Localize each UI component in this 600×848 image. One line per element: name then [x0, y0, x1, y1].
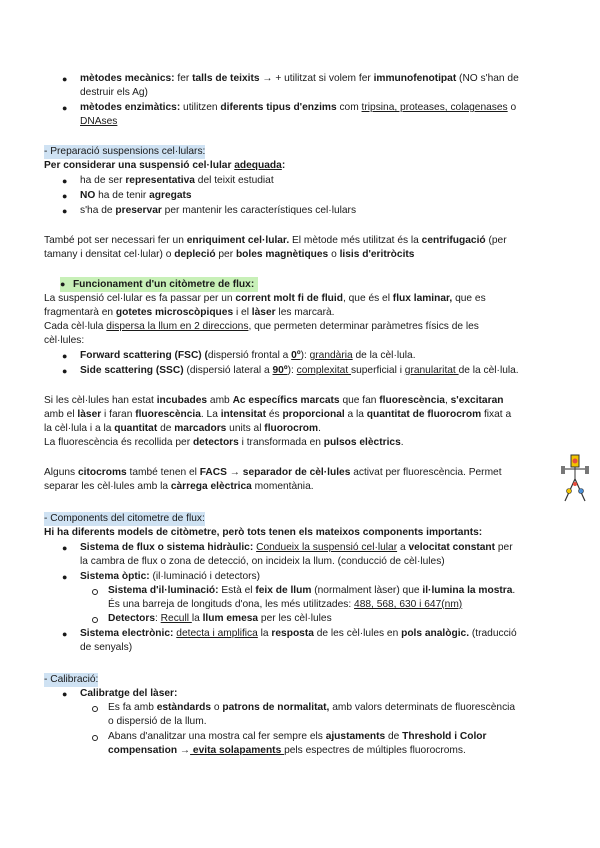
circle-bullet-icon: [92, 617, 98, 623]
illumination-item: Sistema d'il·luminació: Està el feix de llum (normalment làser) que il·lumina la mostra.: [108, 585, 516, 596]
paragraph-enriquiment-cont: tamany i densitat cel·lular) o depleció per boles magnètiques o lisis d'eritròcits: [44, 249, 415, 260]
list-item: s'ha de preservar per mantenir les característiques cel·lulars: [80, 205, 357, 216]
bullet-icon: ●: [62, 74, 68, 84]
section-heading-preparacio: - Preparació suspensions cel·lulars:: [44, 146, 206, 157]
circle-bullet-icon: [92, 589, 98, 595]
calibration-standards-cont: o dispersió de la llum.: [108, 716, 207, 727]
intro-bullet-1-cont: destruir els Ag): [80, 87, 148, 98]
circle-bullet-icon: [92, 735, 98, 741]
flux-system-cont: la cambra de flux o zona de detecció, on incideix la llum. (conducció de cèl·lules): [80, 556, 445, 567]
bullet-icon: ●: [62, 103, 68, 113]
circle-bullet-icon: [92, 706, 98, 712]
fluor-paragraph: amb el làser i faran fluorescència. La intensitat és proporcional a la quantitat de fluorocrom fixat a: [44, 409, 512, 420]
bullet-icon: ●: [62, 351, 68, 361]
intro-bullet-2-cont: DNAses: [80, 116, 118, 127]
electronic-system-cont: de senyals): [80, 642, 133, 653]
bullet-icon: ●: [62, 191, 68, 201]
prep-subheading: Per considerar una suspensió cel·lular adequada:: [44, 160, 286, 171]
bullet-icon: ●: [62, 206, 68, 216]
comp-subheading: Hi ha diferents models de citòmetre, però tots tenen els mateixos components importants:: [44, 527, 483, 538]
bullet-icon: ●: [62, 176, 68, 186]
flux-system-item: Sistema de flux o sistema hidràulic: Condueix la suspensió cel·lular a velocitat constant per: [80, 542, 513, 553]
bullet-icon: ●: [62, 689, 68, 699]
illumination-cont: És una barreja de longituds d'ona, les més utilitzades: 488, 568, 630 i 647(nm): [108, 599, 463, 610]
electronic-system-item: Sistema electrònic: detecta i amplifica la resposta de les cèl·lules en pols analògic. (traducció: [80, 628, 517, 639]
section-heading-funcionament: ● Funcionament d'un citòmetre de flux:: [60, 277, 258, 292]
paragraph-enriquiment: També pot ser necessari fer un enriquiment cel·lular. El mètode més utilitzat és la centrifugació (per: [44, 235, 507, 246]
intro-bullet-1: mètodes mecànics: fer talls de teixits → + utilitzat si volem fer immunofenotipat (NO s'han de: [80, 73, 519, 84]
calibration-adjust-cont: compensation → evita solapaments pels espectres de múltiples fluorocroms.: [108, 745, 466, 756]
bullet-icon: ●: [62, 543, 68, 553]
facs-paragraph: separar les cèl·lules amb la càrrega elèctrica momentània.: [44, 481, 314, 492]
calibration-adjust: Abans d'analitzar una mostra cal fer sempre els ajustaments de Threshold i Color: [108, 731, 487, 742]
section-heading-components: - Components del citometre de flux:: [44, 513, 205, 524]
detectors-item: Detectors: Recull la llum emesa per les cèl·lules: [108, 613, 332, 624]
calibration-standards: Es fa amb estàndards o patrons de normalitat, amb valors determinats de fluorescència: [108, 702, 516, 713]
calibration-item: Calibratge del làser:: [80, 688, 178, 699]
func-paragraph: cèl·lules:: [44, 335, 85, 346]
intro-bullet-2: mètodes enzimàtics: utilitzen diferents tipus d'enzims com tripsina, proteases, colagenases o: [80, 102, 517, 113]
fsc-item: Forward scattering (FSC) (dispersió frontal a 0º): grandària de la cèl·lula.: [80, 350, 416, 361]
facs-paragraph: Alguns citocroms també tenen el FACS → separador de cèl·lules activat per fluorescència. Permet: [44, 467, 502, 478]
list-item: ha de ser representativa del teixit estudiat: [80, 175, 274, 186]
bullet-icon: ●: [62, 366, 68, 376]
func-paragraph: fragmentarà en gotetes microscòpiques i el làser les marcarà.: [44, 307, 335, 318]
func-paragraph: Cada cèl·lula dispersa la llum en 2 direccions, que permeten determinar paràmetres físics de les: [44, 321, 479, 332]
bullet-icon: ●: [62, 572, 68, 582]
list-item: NO ha de tenir agregats: [80, 190, 192, 201]
fluor-paragraph: Si les cèl·lules han estat incubades amb Ac específics marcats que fan fluorescència, s'excitaran: [44, 395, 504, 406]
cell-sorter-icon: [560, 453, 590, 505]
fluor-paragraph: La fluorescència és recollida per detectors i transformada en pulsos elèctrics.: [44, 437, 404, 448]
ssc-item: Side scattering (SSC) (dispersió lateral a 90º): complexitat superficial i granularitat de la cèl·lula.: [80, 365, 519, 376]
bullet-icon: ●: [62, 629, 68, 639]
fluor-paragraph: la cèl·lula i a la quantitat de marcadors units al fluorocrom.: [44, 423, 321, 434]
func-paragraph: La suspensió cel·lular es fa passar per un corrent molt fi de fluid, que és el flux laminar, que es: [44, 293, 486, 304]
optic-system-item: Sistema òptic: (il·luminació i detectors): [80, 571, 261, 582]
section-heading-calibracio: - Calibració:: [44, 674, 99, 685]
